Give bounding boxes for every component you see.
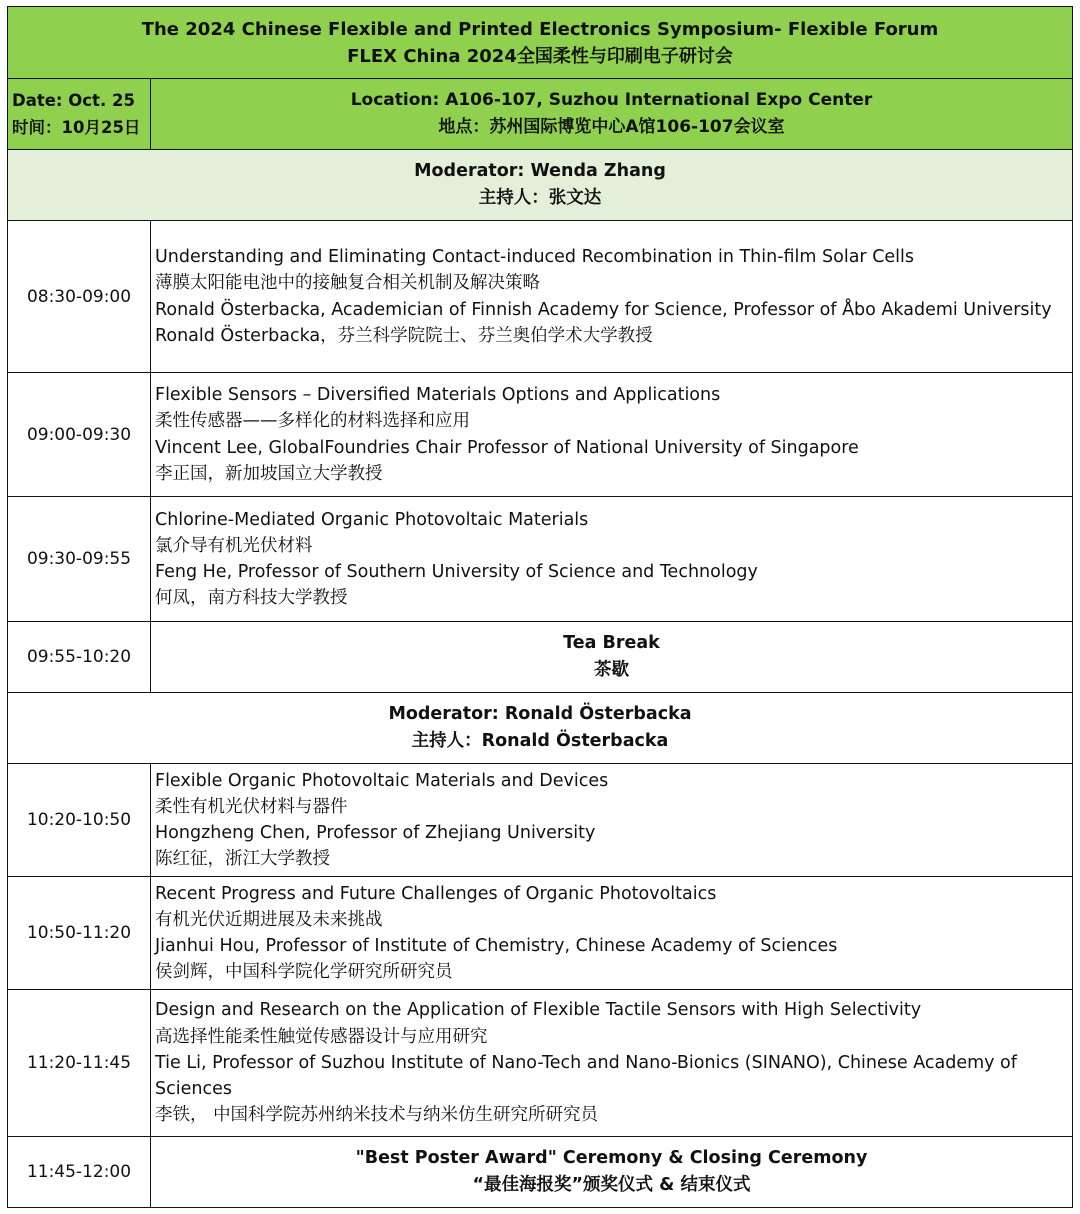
- session-row: [8, 221, 1073, 373]
- speaker-en: Vincent Lee, GlobalFoundries Chair Professor of National University of Singapore: [155, 437, 859, 458]
- forum-title-en: The 2024 Chinese Flexible and Printed Electronics Symposium- Flexible Forum: [141, 18, 939, 40]
- speaker-cn: 陈红征，浙江大学教授: [155, 849, 330, 870]
- session-time: 10:50-11:20: [8, 877, 151, 990]
- speaker-cn: 侯剑辉，中国科学院化学研究所研究员: [155, 962, 453, 983]
- session-time: 09:30-09:55: [8, 497, 151, 622]
- moderator-row-2: [8, 693, 1073, 764]
- session-time: 09:00-09:30: [8, 373, 151, 497]
- tea-break-en: Tea Break: [563, 633, 660, 653]
- closing-row: [8, 1137, 1073, 1208]
- speaker-en: Jianhui Hou, Professor of Institute of Chemistry, Chinese Academy of Sciences: [155, 936, 838, 956]
- closing-cn: “最佳海报奖”颁奖仪式 & 结束仪式: [472, 1175, 751, 1195]
- session-row: [8, 877, 1073, 990]
- talk-title-en: Flexible Organic Photovoltaic Materials and Devices: [155, 770, 609, 791]
- info-row: [8, 79, 1073, 150]
- session-row: [8, 764, 1073, 877]
- tea-break-cell: [151, 622, 1073, 693]
- session-time: 10:20-10:50: [8, 764, 151, 877]
- speaker-en: Ronald Österbacka, Academician of Finnish Academy for Science, Professor of Åbo Akademi University: [155, 299, 1052, 320]
- speaker-en: Tie Li, Professor of Suzhou Institute of Nano-Tech and Nano-Bionics (SINANO), Chinese Academy of Sciences: [155, 1052, 1017, 1100]
- talk-title-cn: 高选择性能柔性触觉传感器设计与应用研究: [155, 1026, 488, 1047]
- moderator-cn: 主持人：张文达: [478, 188, 602, 208]
- tea-break-row: [8, 622, 1073, 693]
- talk-title-en: Understanding and Eliminating Contact-induced Recombination in Thin-film Solar Cells: [155, 247, 915, 268]
- moderator-en: Moderator: Wenda Zhang: [414, 161, 666, 181]
- speaker-cn: 李铁， 中国科学院苏州纳米技术与纳米仿生研究所研究员: [155, 1105, 599, 1126]
- agenda-table: [7, 6, 1073, 1208]
- moderator-cn: 主持人：Ronald Österbacka: [411, 731, 669, 751]
- forum-title-cn: FLEX China 2024全国柔性与印刷电子研讨会: [347, 45, 733, 67]
- talk-title-cn: 柔性传感器——多样化的材料选择和应用: [155, 411, 470, 432]
- forum-title: [8, 7, 1073, 79]
- tea-break-cn: 茶歇: [594, 660, 629, 680]
- speaker-cn: 何凤，南方科技大学教授: [155, 588, 348, 609]
- talk-title-en: Chlorine-Mediated Organic Photovoltaic Materials: [155, 509, 589, 530]
- session-row: [8, 497, 1073, 622]
- talk-title-en: Recent Progress and Future Challenges of Organic Photovoltaics: [155, 883, 717, 904]
- session-row: [8, 990, 1073, 1137]
- session-details: [151, 497, 1073, 622]
- talk-title-cn: 柔性有机光伏材料与器件: [155, 796, 348, 817]
- talk-title-cn: 薄膜太阳能电池中的接触复合相关机制及解决策略: [155, 273, 540, 294]
- location-cn: 地点：苏州国际博览中心A馆106-107会议室: [438, 117, 785, 137]
- talk-title-en: Design and Research on the Application of Flexible Tactile Sensors with High Selectivity: [155, 1000, 922, 1021]
- session-details: [151, 764, 1073, 877]
- session-details: [151, 221, 1073, 373]
- talk-title-cn: 有机光伏近期进展及未来挑战: [155, 909, 383, 930]
- date-cell: [8, 79, 151, 150]
- speaker-cn: 李正国，新加坡国立大学教授: [155, 463, 383, 484]
- session-details: [151, 877, 1073, 990]
- location-cell: [151, 79, 1073, 150]
- moderator-en: Moderator: Ronald Österbacka: [388, 704, 692, 724]
- speaker-en: Hongzheng Chen, Professor of Zhejiang University: [155, 823, 596, 843]
- session-details: [151, 373, 1073, 497]
- date-en: Date: Oct. 25: [12, 91, 135, 110]
- session-time: 11:20-11:45: [8, 990, 151, 1137]
- tea-break-time: 09:55-10:20: [8, 622, 151, 693]
- speaker-cn: Ronald Österbacka，芬兰科学院院士、芬兰奥伯学术大学教授: [155, 325, 653, 346]
- moderator-row-1: [8, 150, 1073, 221]
- moderator-cell: [8, 150, 1073, 221]
- speaker-en: Feng He, Professor of Southern University of Science and Technology: [155, 562, 758, 582]
- header-row: [8, 7, 1073, 79]
- talk-title-cn: 氯介导有机光伏材料: [155, 535, 313, 556]
- session-time: 08:30-09:00: [8, 221, 151, 373]
- talk-title-en: Flexible Sensors – Diversified Materials Options and Applications: [155, 385, 721, 406]
- moderator-cell: [8, 693, 1073, 764]
- session-details: [151, 990, 1073, 1137]
- closing-time: 11:45-12:00: [8, 1137, 151, 1208]
- location-en: Location: A106-107, Suzhou International Expo Center: [350, 90, 873, 110]
- closing-en: "Best Poster Award" Ceremony & Closing Ceremony: [355, 1148, 868, 1168]
- session-row: [8, 373, 1073, 497]
- closing-cell: [151, 1137, 1073, 1208]
- date-cn: 时间：10月25日: [12, 118, 141, 137]
